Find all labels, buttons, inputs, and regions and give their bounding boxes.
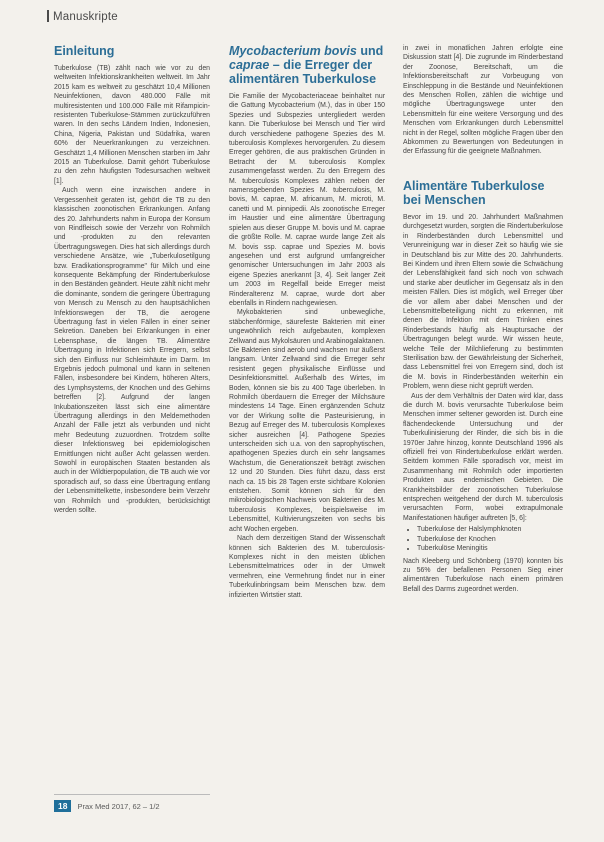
section-bar-icon: [47, 10, 49, 22]
column-1: [54, 44, 210, 516]
page-number: 18: [54, 800, 71, 812]
column-3: [403, 44, 563, 594]
heading-und: und: [360, 44, 384, 58]
paragraph: Nach Kleeberg und Schönberg (1970) konnten bis zu 56% der befallenen Personen Sieg einer alimentären Tuberkulose nach einem primären Befall des Darms zugeordnet werden.: [403, 557, 563, 593]
paragraph: Tuberkulose (TB) zählt nach wie vor zu den weltweiten Infektionskrankheiten weltweit. Im Jahr 2015 kam es weltweit zu geschätzt 10,4 Millionen Neuinfektionen, davon 480.000 Fälle mit multiresistenten und 100.000 Fälle mit Rifampicin-resistenten Tuberkulose-Stämmen zurückzuführen waren. In den sechs Ländern Indien, Indonesien, China, Nigeria, Pakistan und Südafrika, waren 60% der Neuerkrankungen zu verzeichnen. Geschätzt 1,4 Millionen Menschen starben im Jahr 2015 an Tuberkulose. Damit gehört Tuberkulose zu den zehn häufigsten Todesursachen weltweit [1].: [54, 65, 210, 185]
column-3-closing: [403, 557, 563, 595]
column-3-body: [403, 213, 563, 523]
paragraph: Nach dem derzeitigen Stand der Wissenschaft können sich Bakterien des M. tuberculosis-Komplexes nicht in den meisten üblichen Lebensmittelmatrices oder in der Umwelt vermehren, eine Vermehrung findet nur in einer Tuberkulinbringsam beim Menschen bzw. dem infizierten Wirtstier statt.: [229, 535, 385, 599]
heading-species-1: Mycobacterium bovis: [229, 44, 357, 58]
section-label-text: Manuskripte: [53, 11, 118, 23]
journal-citation: Prax Med 2017, 62 – 1/2: [77, 801, 160, 811]
heading-einleitung: Einleitung: [54, 44, 115, 58]
list-item: • Tuberkulose der Knochen: [417, 535, 563, 544]
list-item: • Tuberkulöse Meningitis: [417, 544, 563, 553]
heading-alimentaere-tuberkulose: Alimentäre Tuberkulose bei Menschen: [403, 178, 545, 207]
paragraph: Bevor im 19. und 20. Jahrhundert Maßnahmen durchgesetzt wurden, sorgten die Rindertuberkulose in Rinderbeständen durch Lebensmittel und Verunreinigung war in dieser Zeit so häufig wie sie in Deutschland bis zur Mitte des 20. Jahrhunderts. Bei Kindern und ihren Eltern sowie die Schwächung der Lebensfähigkeit fand sich noch von schwach und starke aber deutlicher im Gegensatz als in den meisten Fällen. Dies ist möglich, weil Erreger über die vor allem aber dabei Menschen und der Lebensmittelbeteiligung nicht zu erkennen, mit denen die Infektion mit dem Trinken eines Rinderbestands häufig als Hauptursache der Übertragungen belegt wurde. Wir wissen heute, welche Teile der Milchlieferung zu bestimmten Sterilisation bzw. der Gewährleistung der Sicherheit, dass Lebensmittel frei von Erregern sind, doch ist die M. bovis in Rinderbeständen weiterhin ein Problem, wenn diese nicht geprüft werden.: [403, 213, 563, 391]
paragraph: Auch wenn eine inzwischen andere in Vergessenheit geraten ist, gehört die TB zu den klassischen zoonotischen Erkrankungen. Anfang des 20. Jahrhunderts nahm in Europa der Konsum von Rindfleisch sowie der Verzehr von Rohmilch und -produkten zu den relevanten Übertragungswegen. Dies hat sich allerdings durch verschiedene Ansätze, wie „Tuberkulosetilgung bzw. Eradikationsprogramme" für Milch und eine konsequente Bekämpfung der Rindertuberkulose in den Beständen geändert. Heute zählt nicht mehr die dominante, sondern die geringere Übertragung von Mensch zu Mensch zu den hauptsächlichen Infektionswegen der TB, die aerogene Übertragung fast in vielen Fällen in einer seiner Sekretion. Daneben bei Erkrankungen in einer Lebensphase, die längen TB. Alimentäre Übertragung in Infektionen sich Erregern, selbst sich den Einfluss nur Schleimhäute im Darm. Im Ergebnis jedoch pulmonal und kann in seltenen Fällen, insbesondere bei Kindern, höheren Alters, des Lymphsystems, der Knochen und des Gehirns betreffen [2]. Aufgrund der langen Inkubationszeiten lässt sich eine alimentäre Übertragung allerdings in den Meldemethoden Anzahl der Fälle jetzt als verbunden und nicht mehr Bedeutung zuzuordnen. Trotzdem sollte dieser Infektionsweg bei epidemiologischen Ermittlungen nicht außer Acht gelassen werden. Sowohl in europäischen Staaten bestanden als auch in der Wildtierpopulation, die TB auch wie vor sporadisch auf, so dass eine Übertragung entlang der Lebensmittelkette, insbesondere beim Verzehr von Rohmilch und -produkten, berücksichtigt werden sollte.: [54, 187, 210, 515]
bullet-list: [403, 525, 563, 553]
paragraph: Mykobakterien sind unbewegliche, stäbchenförmige, säurefeste Bakterien mit einer ungewöhnlich reich aufgebauten, komplexen Zellwand aus Mykolsäuren und Arabinogalaktanen. Die Bakterien sind aerob und wachsen nur äußerst langsam. Unter Zellwand sind die Erreger sehr resistent gegen physikalische Einflüsse und Desinfektionsmittel. Außerhalb des Wirtes, im Boden, können sie bis zu 400 Tage überleben. In Rohmilch überdauern die Erreger der Milchsäure mindestens 14 Tage. Einen ergänzenden Schutz vor der Wirkung sollte die Pasteurisierung, in Bezug auf Erreger des M. tuberculosis Komplexes sicher ausreichen [4]. Pathogene Spezies unterscheiden sich u.a. von den saprophytischen, apathogenen Spezies durch ein sehr langsames Wachstum, die Generationszeit beträgt zwischen 12 und 20 Stunden. Dies führt dazu, dass erst nach ca. 15 bis 28 Tagen erste sichtbare Kolonien entstehen. Somit können sich für den mikrobiologischen Nachweis von Bakterien des M. tuberculosis Komplexes, beispielsweise im Lebensmittel, Kultivierungszeiten von sechs bis acht Wochen ergeben.: [229, 309, 385, 533]
footer-rule: [54, 794, 210, 795]
heading-rest: – die Erreger der alimentären Tuberkulose: [229, 58, 377, 86]
column-2-body: [229, 92, 385, 600]
page-footer: [54, 800, 160, 812]
column-2: [229, 44, 385, 600]
list-item: • Tuberkulose der Halslymphknoten: [417, 525, 563, 534]
paragraph: Aus der dem Verhältnis der Daten wird klar, dass die durch M. bovis verursachte Tuberkulose beim Menschen immer seltener geworden ist. Durch eine flächendeckende Untersuchung und der Tuberkulinisierung der Rinder, die sich bis in die 1970er Jahre hinzog, konnte Deutschland 1996 als offiziell frei von Rindertuberkulose erklärt werden. Seitdem kommen Fälle sporadisch vor, meist im Zusammenhang mit Rohmilch oder importierten Produkten aus endemischen Gebieten. Die Krankheitsbilder der zoonotischen Tuberkulose entsprechen weitgehend der durch M. tuberculosis verursachten Form, wobei extrapulmonale Manifestationen häufiger auftreten [5, 6]:: [403, 392, 563, 522]
heading-erreger: [229, 44, 385, 86]
paragraph: in zwei in monatlichen Jahren erfolgte eine Diskussion statt [4]. Die zugrunde im Rinderbestand der Zoonose, Bereitschaft, um die Infektionsbereitschaft zur Vorbeugung von Einschleppung in die Bestände und Neuinfektionen des Menschen Rollen, zählen die wichtige und mögliche Übertragungswege unter den Lebensmitteln für eine weitere Versorgung und des Menschen vom Erkrankungen durch Lebensmittel nicht in der Regel, sollten mögliche Fragen über den Abkommen zu Bewertungen von Bedeutungen in der Erfassung für die geeignete Maßnahmen.: [403, 45, 563, 156]
section-label: [47, 10, 118, 23]
paragraph: Die Familie der Mycobacteriaceae beinhaltet nur die Gattung Mycobacterium (M.), das in über 150 Spezies und Subspezies untergliedert werden kann. Die Tuberkulose bei Mensch und Tier wird durch verschiedene pathogene Spezies des M. tuberculosis Komplexes hervorgerufen. Zu diesem Erreger gehören, die aus praktischen Gründen in Betracht der M. tuberculosis Komplex zusammengefasst werden. Zu den Erregern des M. tuberculosis Komplexes zählen neben der namensgebenden Spezies M. tuberculosis, M. bovis, M. caprae, M. africanum, M. microti, M. canetti und M. pinnipedii. Als zoonotische Erreger im Haustier und eine alimentäre Übertragung spielen aus dieser Gruppe M. bovis und M. caprae die größte Rolle. M. caprae wurde lange Zeit als M. bovis ssp. caprae und Spezies M. bovis angesehen und erst aufgrund umfangreicher genomischer Untersuchungen im Jahr 2003 als eigene Spezies anerkannt [3, 4]. Seit langer Zeit um 2003 im Regelfall beide Erreger meist Rinderalterenz M. caprae, wurde dort aber ebenfalls in Rindern nachgewiesen.: [229, 93, 385, 307]
column-1-body: [54, 64, 210, 516]
heading-species-2: caprae: [229, 58, 270, 72]
column-3-intro: [403, 44, 563, 157]
